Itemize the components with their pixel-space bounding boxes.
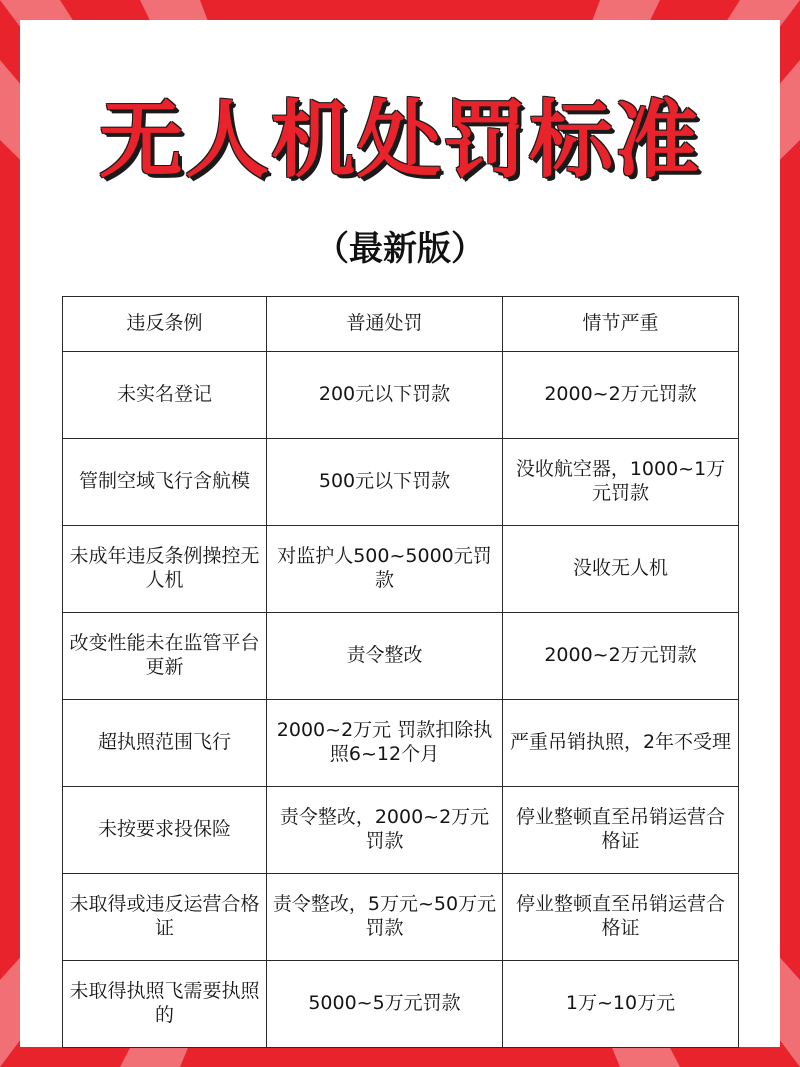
normal-penalty-cell: 责令整改 [267,613,503,700]
table-row [63,874,739,961]
table-row [63,439,739,526]
severe-penalty-cell: 1万~10万元 [503,961,739,1048]
normal-penalty-cell: 500元以下罚款 [267,439,503,526]
severe-penalty-cell: 严重吊销执照，2年不受理 [503,700,739,787]
violation-cell: 未成年违反条例操控无人机 [63,526,267,613]
normal-penalty-cell: 责令整改，2000~2万元罚款 [267,787,503,874]
page-title: 无人机处罚标准 [98,91,701,189]
violation-cell: 改变性能未在监管平台更新 [63,613,267,700]
header-severe-penalty: 情节严重 [503,297,739,352]
severe-penalty-cell: 没收无人机 [503,526,739,613]
normal-penalty-cell: 5000~5万元罚款 [267,961,503,1048]
severe-penalty-cell: 没收航空器，1000~1万元罚款 [503,439,739,526]
penalty-table [62,296,739,1048]
violation-cell: 未按要求投保险 [63,787,267,874]
table-header-row [63,297,739,352]
table-row [63,700,739,787]
violation-cell: 未实名登记 [63,352,267,439]
normal-penalty-cell: 200元以下罚款 [267,352,503,439]
table-row [63,961,739,1048]
severe-penalty-cell: 2000~2万元罚款 [503,613,739,700]
header-normal-penalty: 普通处罚 [267,297,503,352]
severe-penalty-cell: 停业整顿直至吊销运营合格证 [503,874,739,961]
table-row [63,613,739,700]
table-row [63,526,739,613]
severe-penalty-cell: 停业整顿直至吊销运营合格证 [503,787,739,874]
table-row [63,352,739,439]
violation-cell: 未取得或违反运营合格证 [63,874,267,961]
violation-cell: 未取得执照飞需要执照的 [63,961,267,1048]
violation-cell: 管制空域飞行含航模 [63,439,267,526]
violation-cell: 超执照范围飞行 [63,700,267,787]
normal-penalty-cell: 2000~2万元 罚款扣除执照6~12个月 [267,700,503,787]
normal-penalty-cell: 责令整改，5万元~50万元罚款 [267,874,503,961]
header-violation: 违反条例 [63,297,267,352]
normal-penalty-cell: 对监护人500~5000元罚款 [267,526,503,613]
content-card [20,20,780,1047]
table-row [63,787,739,874]
severe-penalty-cell: 2000~2万元罚款 [503,352,739,439]
page-subtitle: （最新版） [315,229,485,269]
